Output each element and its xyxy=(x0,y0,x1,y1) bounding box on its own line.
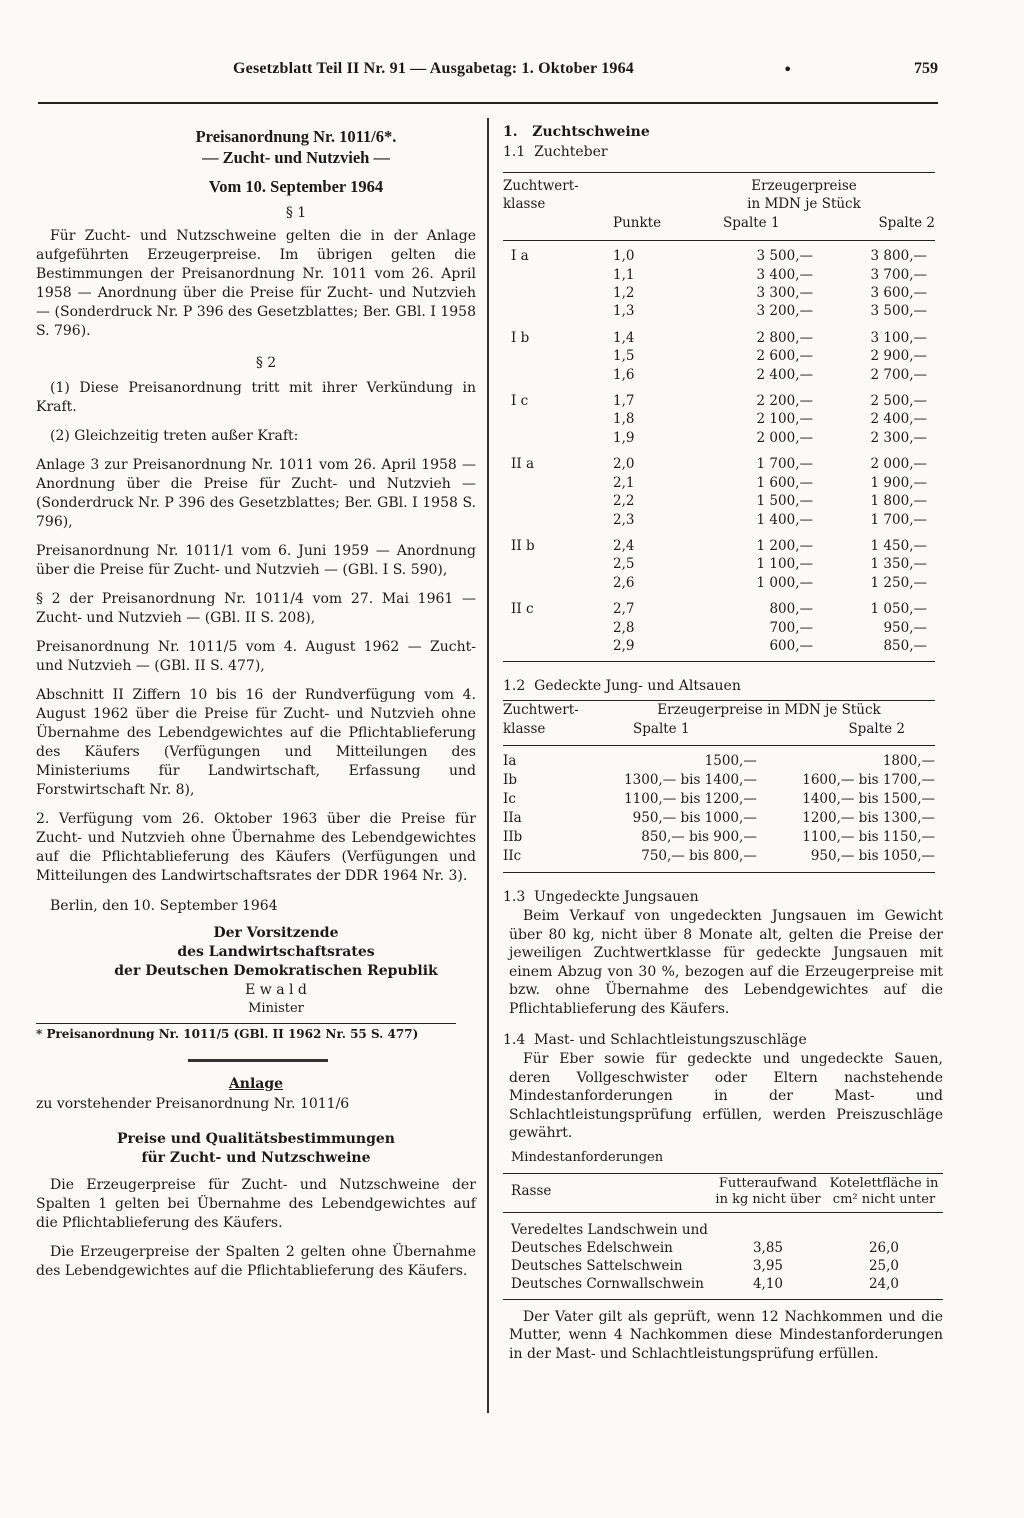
table-row xyxy=(503,492,935,510)
spalte-2-cell: 1 250,— xyxy=(870,574,927,591)
section-zuchtschweine: 1. Zuchtschweine xyxy=(503,124,650,140)
spalte-1-cell: 2 200,— xyxy=(756,393,813,410)
klasse-cell: Ia xyxy=(503,753,517,770)
table-header-row xyxy=(503,720,935,746)
table-row xyxy=(503,241,935,266)
spalte-1-cell: 1 500,— xyxy=(756,493,813,510)
header-klasse-2: klasse xyxy=(503,196,546,213)
punkte-cell: 1,2 xyxy=(613,285,635,302)
spalte-1-cell: 750,— bis 800,— xyxy=(641,848,757,865)
table-row xyxy=(503,347,935,365)
table-row xyxy=(503,1275,943,1300)
spalte-2-cell: 1 800,— xyxy=(870,493,927,510)
spalte-1-cell: 700,— xyxy=(769,619,813,636)
spalte-1-cell: 2 600,— xyxy=(756,348,813,365)
klasse-cell xyxy=(503,555,593,573)
page-header xyxy=(38,60,938,104)
klasse-cell: I b xyxy=(511,329,530,346)
spalte-1-cell: 2 400,— xyxy=(756,366,813,383)
place-date: Berlin, den 10. September 1964 xyxy=(50,898,278,914)
header-preise-1: Erzeugerpreise xyxy=(751,178,857,194)
spalte-1-cell: 950,— bis 1000,— xyxy=(632,810,757,827)
spalte-2-cell: 3 500,— xyxy=(870,303,927,320)
table-header-row xyxy=(503,1173,943,1212)
mindestanforderungen-table xyxy=(503,1173,943,1300)
spalte-2-cell: 1600,— bis 1700,— xyxy=(802,772,935,789)
table-row xyxy=(503,809,935,828)
klasse-cell xyxy=(503,410,593,428)
spalte-2-cell: 2 900,— xyxy=(870,348,927,365)
table-row xyxy=(503,746,935,772)
spalte-1-cell: 600,— xyxy=(769,637,813,654)
footnote: * Preisanordnung Nr. 1011/5 (GBl. II 1962 Nr. 55 S. 477) xyxy=(36,1027,419,1041)
table-row xyxy=(503,429,935,447)
spalte-2-cell: 2 300,— xyxy=(870,429,927,446)
closing-text: Der Vater gilt als geprüft, wenn 12 Nachkommen und die Mutter, wenn 4 Nachkommen diese Mindestanforderungen in der Mast- und Schlachtleistungsprüfung erfüllen. xyxy=(509,1308,943,1362)
table-row xyxy=(503,619,935,637)
anlage-para-1: Die Erzeugerpreise für Zucht- und Nutzschweine der Spalten 1 gelten bei Übernahme des Lebendgewichtes auf die Pflichtablieferung des Käufers. xyxy=(36,1177,476,1231)
anlage-para-2: Die Erzeugerpreise der Spalten 2 gelten ohne Übernahme des Lebendgewichtes auf die Pflichtablieferung des Käufers. xyxy=(36,1244,476,1279)
table-row xyxy=(503,637,935,662)
table-header-row xyxy=(503,195,935,213)
signatory-line-1: Der Vorsitzende xyxy=(213,925,339,941)
spalte-2-cell: 1 050,— xyxy=(870,601,927,618)
spalte-1-cell: 2 100,— xyxy=(756,411,813,428)
rasse-prefix: Veredeltes Landschwein und xyxy=(511,1221,708,1238)
punkte-cell: 2,1 xyxy=(613,474,635,491)
spalte-2-cell: 2 400,— xyxy=(870,411,927,428)
spalte-2-cell: 1100,— bis 1150,— xyxy=(802,829,935,846)
header-kotelettflaeche-1: Kotelettfläche in xyxy=(829,1175,939,1191)
header-spalte-1: Spalte 1 xyxy=(693,214,853,241)
futteraufwand-cell: 3,95 xyxy=(752,1257,784,1274)
spalte-2-cell: 2 700,— xyxy=(870,366,927,383)
spalte-1-cell: 3 500,— xyxy=(756,248,813,265)
spalte-2-cell: 850,— xyxy=(883,637,927,654)
table-row xyxy=(503,447,935,473)
spalte-2-cell: 2 000,— xyxy=(870,456,927,473)
repealed-item: Abschnitt II Ziffern 10 bis 16 der Rundverfügung vom 4. August 1962 über die Preise für Zucht- und Nutzvieh ohne Übernahme des Lebendgewichtes auf die Pflichtablieferung des Käufers (Verfügungen und Mitteilungen des Ministeriums für Landwirtschaft, Erfassung und Forstwirtschaft Nr. 8), xyxy=(36,687,476,798)
spalte-1-cell: 1300,— bis 1400,— xyxy=(624,772,757,789)
kotelettflaeche-cell: 25,0 xyxy=(868,1257,900,1274)
spalte-1-cell: 3 400,— xyxy=(756,266,813,283)
header-spalte-2: Spalte 2 xyxy=(853,214,935,241)
spalte-1-cell: 1 600,— xyxy=(756,474,813,491)
spalte-2-cell: 3 100,— xyxy=(870,329,927,346)
table-row xyxy=(503,511,935,529)
header-preise-2: in MDN je Stück xyxy=(747,196,861,213)
section-1-text: Für Zucht- und Nutzschweine gelten die in der Anlage aufgeführten Erzeugerpreise. Im übrigen gelten die Bestimmungen der Preisanordnung Nr. 1011 vom 26. April 1958 — Anordnung über die Preise für Zucht- und Nutzvieh — (Sonderdruck Nr. P 396 des Gesetzblattes; Ber. GBl. I 1958 S. 796). xyxy=(36,228,476,339)
table-row xyxy=(503,592,935,618)
punkte-cell: 2,9 xyxy=(613,637,635,654)
ordinance-subtitle: — Zucht- und Nutzvieh — xyxy=(202,148,390,167)
page-number: 759 xyxy=(914,60,938,77)
spalte-2-cell: 3 800,— xyxy=(870,248,927,265)
signatory-line-3: der Deutschen Demokratischen Republik xyxy=(114,963,438,979)
zuchteber-table xyxy=(503,172,935,662)
spalte-2-cell: 950,— xyxy=(883,619,927,636)
header-futteraufwand-1: Futteraufwand xyxy=(718,1175,818,1191)
table-row xyxy=(503,828,935,847)
spalte-2-cell: 1 450,— xyxy=(870,537,927,554)
header-spalte-1: Spalte 1 xyxy=(603,720,785,746)
spalte-1-cell: 1500,— xyxy=(704,753,757,770)
zuschlaege-text: Für Eber sowie für gedeckte und ungedeckte Sauen, deren Vollgeschwister oder Eltern nachstehende Mindestanforderungen in der Mast- und Schlachtleistungsprüfung erfüllen, werden Preiszuschläge gewährt. xyxy=(509,1051,943,1142)
repealed-list xyxy=(36,456,476,886)
right-column xyxy=(503,122,943,1363)
punkte-cell: 1,5 xyxy=(613,348,635,365)
spalte-2-cell: 3 600,— xyxy=(870,285,927,302)
repealed-item: Preisanordnung Nr. 1011/5 vom 4. August 1962 — Zucht- und Nutzvieh — (GBl. II S. 477), xyxy=(36,639,476,674)
klasse-cell xyxy=(503,492,593,510)
klasse-cell: IIc xyxy=(503,848,522,865)
spalte-2-cell: 950,— bis 1050,— xyxy=(810,848,935,865)
mindestanforderungen-label: Mindestanforderungen xyxy=(511,1149,664,1165)
table-row xyxy=(503,790,935,809)
rasse-cell: Deutsches Cornwallschwein xyxy=(511,1275,704,1292)
klasse-cell xyxy=(503,511,593,529)
table-row xyxy=(503,574,935,592)
section-zuchteber: 1.1 Zuchteber xyxy=(503,144,608,160)
rasse-cell: Deutsches Sattelschwein xyxy=(511,1257,683,1274)
punkte-cell: 2,6 xyxy=(613,574,635,591)
header-title: Gesetzblatt Teil II Nr. 91 — Ausgabetag: 1. Oktober 1964 xyxy=(233,60,634,77)
kotelettflaeche-cell: 26,0 xyxy=(868,1239,900,1256)
spalte-1-cell: 1 200,— xyxy=(756,537,813,554)
table-row xyxy=(503,1239,943,1257)
header-preise: Erzeugerpreise in MDN je Stück xyxy=(657,702,881,719)
anlage-heading: Anlage xyxy=(228,1076,284,1092)
spalte-1-cell: 3 200,— xyxy=(756,303,813,320)
spalte-1-cell: 1 700,— xyxy=(756,456,813,473)
punkte-cell: 1,3 xyxy=(613,303,635,320)
header-futteraufwand xyxy=(711,1173,825,1212)
column-divider xyxy=(487,118,489,1413)
table-row xyxy=(503,771,935,790)
klasse-cell: Ic xyxy=(503,791,516,808)
klasse-cell: I c xyxy=(511,393,529,410)
spalte-1-cell: 800,— xyxy=(769,601,813,618)
punkte-cell: 2,3 xyxy=(613,511,635,528)
spalte-1-cell: 2 800,— xyxy=(756,329,813,346)
punkte-cell: 2,2 xyxy=(613,493,635,510)
ordinance-date: Vom 10. September 1964 xyxy=(208,177,384,196)
futteraufwand-cell: 3,85 xyxy=(752,1239,784,1256)
repealed-item: 2. Verfügung vom 26. Oktober 1963 über die Preise für Zucht- und Nutzvieh ohne Übernahme des Lebendgewichtes auf die Pflichtablieferung des Käufers (Verfügungen und Mitteilungen des Landwirtschaftsrates der DDR 1964 Nr. 3). xyxy=(36,811,476,884)
spalte-2-cell: 1800,— xyxy=(882,753,935,770)
klasse-cell: Ib xyxy=(503,772,517,789)
header-futteraufwand-2: in kg nicht über xyxy=(715,1191,821,1207)
punkte-cell: 1,4 xyxy=(613,329,635,346)
signatory-name: E w a l d xyxy=(245,982,307,998)
ordinance-title: Preisanordnung Nr. 1011/6*. xyxy=(195,127,397,146)
punkte-cell: 2,8 xyxy=(613,619,635,636)
spalte-2-cell: 1 900,— xyxy=(870,474,927,491)
header-klasse-1: Zuchtwert- xyxy=(503,178,579,194)
punkte-cell: 1,7 xyxy=(613,393,635,410)
anlage-title-2: für Zucht- und Nutzschweine xyxy=(141,1150,371,1166)
section-ungedeckte-jungsauen: 1.3 Ungedeckte Jungsauen xyxy=(503,889,699,906)
spalte-2-cell: 1 700,— xyxy=(870,511,927,528)
signatory-role: Minister xyxy=(248,1001,304,1016)
table-row xyxy=(503,410,935,428)
divider-rule xyxy=(188,1059,328,1062)
punkte-cell: 1,9 xyxy=(613,429,635,446)
table-row xyxy=(503,555,935,573)
klasse-cell xyxy=(503,429,593,447)
klasse-cell xyxy=(503,574,593,592)
left-column xyxy=(36,122,476,1281)
klasse-cell: II b xyxy=(511,537,535,554)
spalte-2-cell: 2 500,— xyxy=(870,393,927,410)
table-row xyxy=(503,266,935,284)
spalte-2-cell: 1200,— bis 1300,— xyxy=(802,810,935,827)
header-kotelettflaeche-2: cm² nicht unter xyxy=(832,1191,936,1207)
punkte-cell: 1,0 xyxy=(613,248,635,265)
section-1-heading: § 1 xyxy=(285,205,307,221)
punkte-cell: 2,7 xyxy=(613,601,635,618)
signature-block xyxy=(76,924,476,1017)
klasse-cell: II a xyxy=(511,456,535,473)
futteraufwand-cell: 4,10 xyxy=(752,1275,784,1292)
spalte-1-cell: 1 000,— xyxy=(756,574,813,591)
spalte-1-cell: 2 000,— xyxy=(756,429,813,446)
table-header-row xyxy=(503,214,935,241)
punkte-cell: 2,0 xyxy=(613,456,635,473)
section-zuschlaege: 1.4 Mast- und Schlachtleistungszuschläge xyxy=(503,1032,807,1049)
section-2-heading: § 2 xyxy=(255,355,277,371)
section-2-para-1: (1) Diese Preisanordnung tritt mit ihrer Verkündung in Kraft. xyxy=(36,380,476,415)
header-spalte-2: Spalte 2 xyxy=(785,720,935,746)
klasse-cell xyxy=(503,266,593,284)
table-row xyxy=(503,529,935,555)
klasse-cell: I a xyxy=(511,248,529,265)
repealed-item: Anlage 3 zur Preisanordnung Nr. 1011 vom 26. April 1958 — Anordnung über die Preise für Zucht- und Nutzvieh — (Sonderdruck Nr. P 396 des Gesetzblattes; Ber. GBl. I 1958 S. 796), xyxy=(36,457,476,530)
klasse-cell: IIb xyxy=(503,829,523,846)
table-row xyxy=(503,284,935,302)
section-2-para-2: (2) Gleichzeitig treten außer Kraft: xyxy=(50,428,299,444)
footnote-rule xyxy=(36,1023,456,1024)
spalte-1-cell: 1 400,— xyxy=(756,511,813,528)
klasse-cell: II c xyxy=(511,601,534,618)
table-row xyxy=(503,474,935,492)
header-klasse-1: Zuchtwert- xyxy=(503,702,579,719)
rasse-cell: Deutsches Edelschwein xyxy=(511,1239,673,1256)
table-row xyxy=(503,1257,943,1275)
table-row xyxy=(503,384,935,410)
spalte-1-cell: 1 100,— xyxy=(756,556,813,573)
table-row xyxy=(503,302,935,320)
punkte-cell: 1,6 xyxy=(613,366,635,383)
punkte-cell: 2,4 xyxy=(613,537,635,554)
header-klasse-2: klasse xyxy=(503,720,603,746)
kotelettflaeche-cell: 24,0 xyxy=(868,1275,900,1292)
repealed-item: Preisanordnung Nr. 1011/1 vom 6. Juni 1959 — Anordnung über die Preise für Zucht- und Nutzvieh — (GBl. I S. 590), xyxy=(36,543,476,578)
klasse-cell xyxy=(503,284,593,302)
klasse-cell xyxy=(503,619,593,637)
table-header-row xyxy=(503,701,935,721)
punkte-cell: 1,1 xyxy=(613,266,635,283)
table-header-row xyxy=(503,173,935,196)
table-row xyxy=(503,1212,943,1239)
spalte-1-cell: 3 300,— xyxy=(756,285,813,302)
repealed-item: § 2 der Preisanordnung Nr. 1011/4 vom 27. Mai 1961 — Zucht- und Nutzvieh — (GBl. II S. 208), xyxy=(36,591,476,626)
header-punkte: Punkte xyxy=(593,214,693,241)
klasse-cell xyxy=(503,637,593,662)
header-kotelettflaeche xyxy=(825,1173,943,1212)
klasse-cell: IIa xyxy=(503,810,522,827)
table-row xyxy=(503,366,935,384)
signatory-line-2: des Landwirtschaftsrates xyxy=(177,944,375,960)
punkte-cell: 2,5 xyxy=(613,556,635,573)
spalte-2-cell: 1400,— bis 1500,— xyxy=(802,791,935,808)
sauen-table xyxy=(503,700,935,873)
klasse-cell xyxy=(503,302,593,320)
spalte-1-cell: 850,— bis 900,— xyxy=(641,829,757,846)
header-rasse: Rasse xyxy=(503,1173,711,1212)
anlage-subheading: zu vorstehender Preisanordnung Nr. 1011/6 xyxy=(36,1096,350,1112)
table-row xyxy=(503,847,935,873)
klasse-cell xyxy=(503,347,593,365)
klasse-cell xyxy=(503,366,593,384)
klasse-cell xyxy=(503,474,593,492)
section-gedeckte-sauen: 1.2 Gedeckte Jung- und Altsauen xyxy=(503,678,741,695)
table-row xyxy=(503,321,935,347)
spalte-2-cell: 1 350,— xyxy=(870,556,927,573)
anlage-title-1: Preise und Qualitätsbestimmungen xyxy=(116,1131,395,1147)
spalte-2-cell: 3 700,— xyxy=(870,266,927,283)
spalte-1-cell: 1100,— bis 1200,— xyxy=(624,791,757,808)
ungedeckte-jungsauen-text: Beim Verkauf von ungedeckten Jungsauen im Gewicht über 80 kg, nicht über 8 Monate alt, gelten die Preise der jeweiligen Zuchtwertklasse für gedeckte Jungsauen mit einem Abzug von 30 %, bezogen auf die Erzeugerpreise mit bzw. ohne Übernahme des Lebendgewichtes auf die Pflichtablieferung des Käufers. xyxy=(509,908,943,1017)
punkte-cell: 1,8 xyxy=(613,411,635,428)
header-bullet: • xyxy=(783,60,793,79)
